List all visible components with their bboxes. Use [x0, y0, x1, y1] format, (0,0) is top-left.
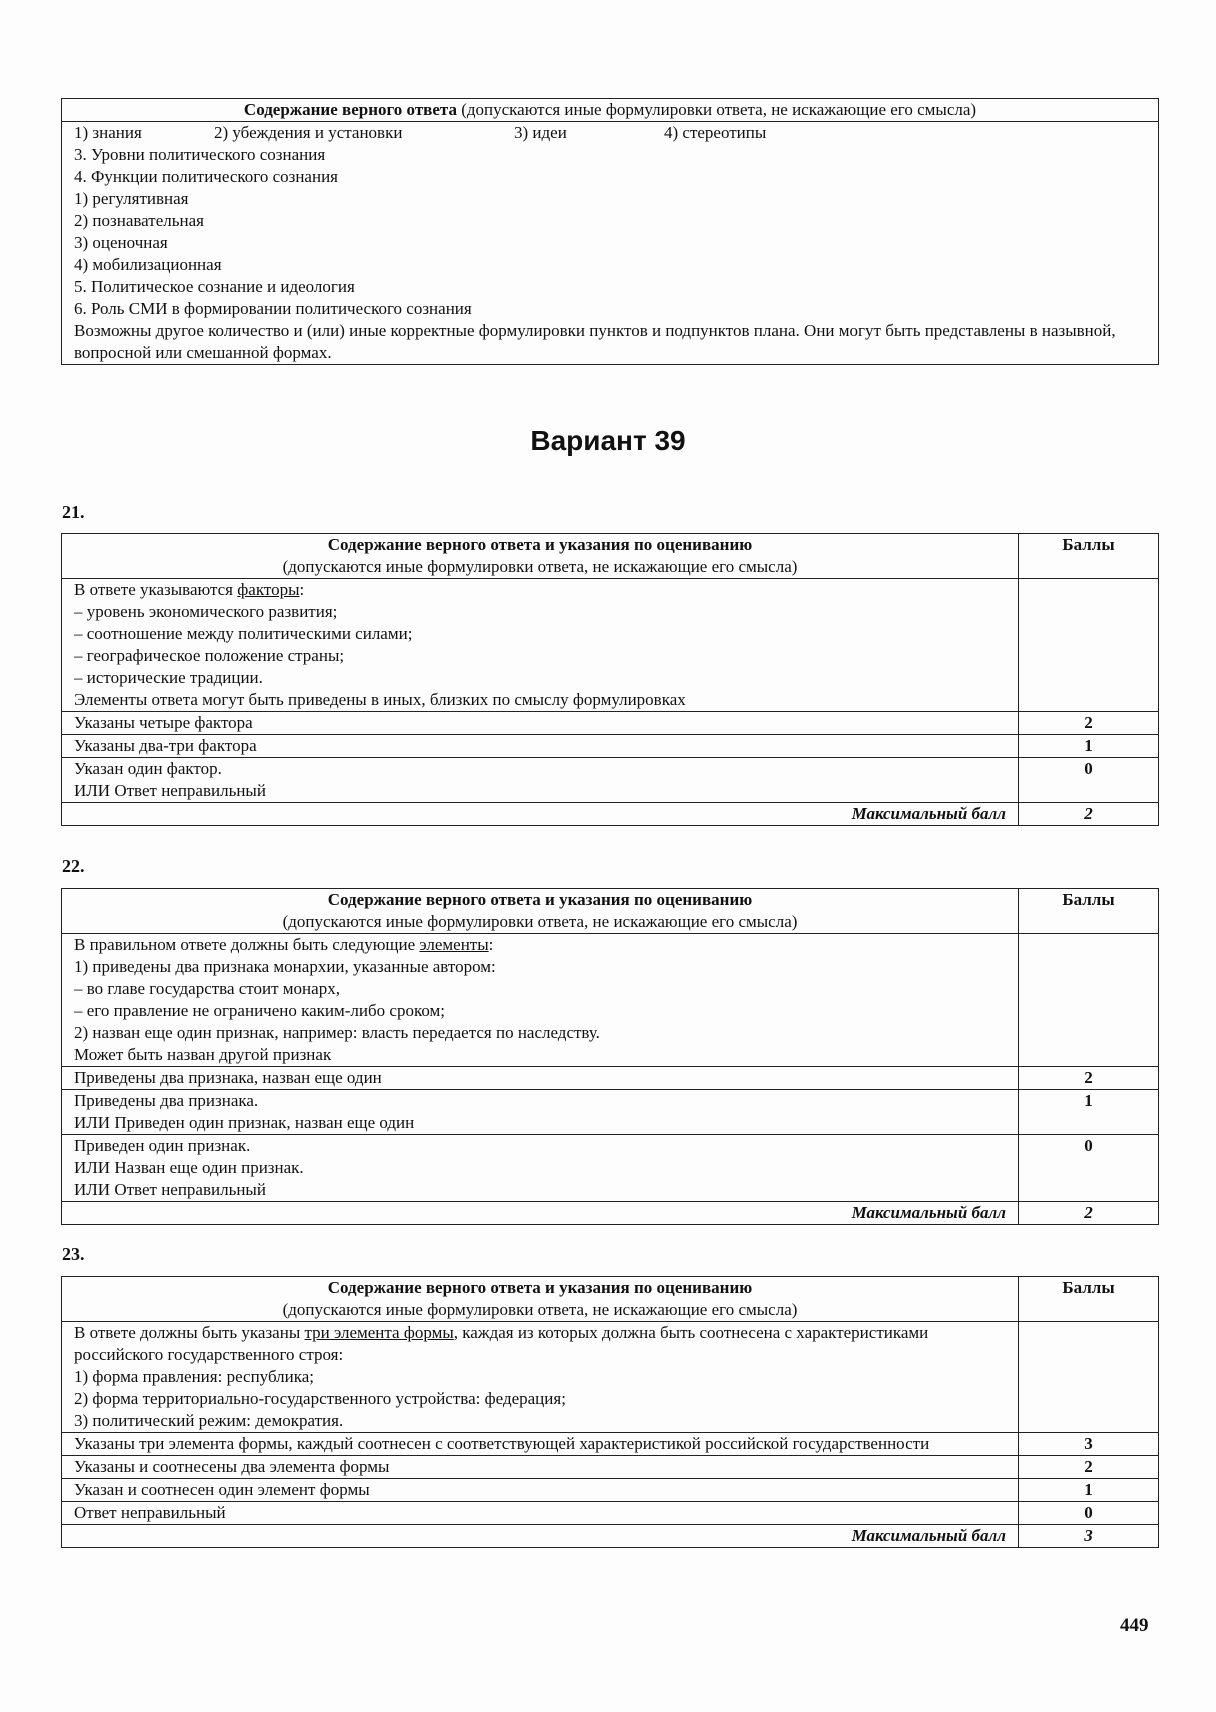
item: 4) стереотипы — [664, 123, 767, 142]
criterion-text: Приведен один признак. — [74, 1136, 251, 1155]
criterion-text: Приведены два признака, назван еще один — [74, 1068, 382, 1087]
score-value: 2 — [1084, 1068, 1093, 1087]
criterion — [62, 1067, 1019, 1090]
criterion-row — [62, 735, 1159, 758]
max-label — [62, 1525, 1019, 1548]
intro-text: : — [488, 935, 494, 954]
answer-line: 2) назван еще один признак, например: власть передается по наследству. — [74, 1023, 600, 1042]
header-subtitle: (допускаются иные формулировки ответа, не искажающие его смысла) — [282, 1300, 798, 1319]
criterion-score — [1019, 1502, 1159, 1525]
criterion — [62, 1502, 1019, 1525]
answer-content — [62, 122, 1159, 365]
intro-text: , каждая из которых должна быть соотнесена с характеристиками российского государственного строя: — [74, 1323, 929, 1364]
item: 1) знания — [74, 123, 142, 142]
criterion — [62, 1433, 1019, 1456]
criterion — [62, 1479, 1019, 1502]
header-subtitle: (допускаются иные формулировки ответа, не искажающие его смысла) — [282, 557, 798, 576]
intro-line — [74, 579, 1006, 601]
answer-content — [62, 934, 1019, 1067]
row-items — [74, 122, 1146, 144]
score-header-label: Баллы — [1062, 535, 1115, 554]
criterion-row — [62, 1135, 1159, 1202]
criterion-text: Указаны четыре фактора — [74, 713, 253, 732]
score-value: 0 — [1084, 1136, 1093, 1155]
max-score-value: 3 — [1084, 1526, 1093, 1545]
criterion-score — [1019, 1135, 1159, 1202]
criterion-text: ИЛИ Ответ неправильный — [74, 781, 266, 800]
top-answer-table — [61, 98, 1159, 365]
header-title: Содержание верного ответа и указания по оцениванию — [327, 1278, 753, 1297]
max-score-value: 2 — [1084, 1203, 1093, 1222]
intro-underlined: факторы — [237, 580, 300, 599]
criterion-score — [1019, 758, 1159, 803]
answer-line: – во главе государства стоит монарх, — [74, 979, 340, 998]
max-label-text: Максимальный балл — [851, 1526, 1006, 1545]
criterion-score — [1019, 1479, 1159, 1502]
max-label-text: Максимальный балл — [851, 804, 1006, 823]
score-value: 0 — [1084, 1503, 1093, 1522]
intro-underlined: три элемента формы — [304, 1323, 454, 1342]
max-label-text: Максимальный балл — [851, 1203, 1006, 1222]
answer-line: Элементы ответа могут быть приведены в иных, близких по смыслу формулировках — [74, 690, 686, 709]
answer-line: Может быть назван другой признак — [74, 1045, 332, 1064]
answer-line: 3. Уровни политического сознания — [74, 145, 326, 164]
criterion — [62, 712, 1019, 735]
criterion-text: Ответ неправильный — [74, 1503, 226, 1522]
answer-line: 1) регулятивная — [74, 189, 189, 208]
answer-line: – уровень экономического развития; — [74, 602, 338, 621]
intro-text: : — [299, 580, 305, 599]
header-rest: (допускаются иные формулировки ответа, не искажающие его смысла) — [456, 100, 977, 119]
question-number: 21. — [62, 502, 85, 522]
answer-line: 2) форма территориально-государственного устройства: федерация; — [74, 1389, 566, 1408]
criterion-score — [1019, 712, 1159, 735]
answer-line: – его правление не ограничено каким-либо сроком; — [74, 1001, 446, 1020]
max-score — [1019, 1202, 1159, 1225]
intro-underlined: элементы — [419, 935, 489, 954]
intro-text: В ответе указываются — [74, 580, 238, 599]
answer-line: 2) познавательная — [74, 211, 204, 230]
empty-score — [1019, 1322, 1159, 1433]
max-row — [62, 1202, 1159, 1225]
answer-line: 5. Политическое сознание и идеология — [74, 277, 355, 296]
criterion-text: ИЛИ Назван еще один признак. — [74, 1158, 304, 1177]
criterion-text: Указан и соотнесен один элемент формы — [74, 1480, 370, 1499]
criterion — [62, 1456, 1019, 1479]
empty-score — [1019, 934, 1159, 1067]
item: 3) идеи — [514, 123, 567, 142]
criterion-score — [1019, 1067, 1159, 1090]
answer-line: – исторические традиции. — [74, 668, 263, 687]
criterion-text: Приведены два признака. — [74, 1091, 259, 1110]
answer-line: 6. Роль СМИ в формировании политического сознания — [74, 299, 472, 318]
answer-line: 4. Функции политического сознания — [74, 167, 338, 186]
table-header-row — [62, 889, 1159, 934]
content-header — [62, 534, 1019, 579]
empty-score — [1019, 579, 1159, 712]
answer-line: 3) политический режим: демократия. — [74, 1411, 344, 1430]
content-header — [62, 889, 1019, 934]
intro-text: В правильном ответе должны быть следующие — [74, 935, 420, 954]
header-bold: Содержание верного ответа — [243, 100, 457, 119]
criterion-row — [62, 1433, 1159, 1456]
max-score-value: 2 — [1084, 804, 1093, 823]
answer-content — [62, 1322, 1019, 1433]
criterion — [62, 1090, 1019, 1135]
header-title: Содержание верного ответа и указания по оцениванию — [327, 890, 753, 909]
content-header — [62, 1277, 1019, 1322]
page-number: 449 — [1120, 1615, 1149, 1636]
criterion-score — [1019, 1433, 1159, 1456]
answer-line: 4) мобилизационная — [74, 255, 222, 274]
criterion-text: Указаны два-три фактора — [74, 736, 257, 755]
content-row — [62, 1322, 1159, 1433]
score-value: 3 — [1084, 1434, 1093, 1453]
criterion — [62, 758, 1019, 803]
criterion-row — [62, 1067, 1159, 1090]
table-header-row — [62, 534, 1159, 579]
score-value: 2 — [1084, 1457, 1093, 1476]
max-score — [1019, 1525, 1159, 1548]
header-title: Содержание верного ответа и указания по оцениванию — [327, 535, 753, 554]
intro-line — [74, 934, 1006, 956]
score-value: 0 — [1084, 759, 1093, 778]
score-header-label: Баллы — [1062, 1278, 1115, 1297]
intro-text: В ответе должны быть указаны — [74, 1323, 305, 1342]
score-header — [1019, 534, 1159, 579]
criterion-text: Указаны три элемента формы, каждый соотнесен с соответствующей характеристикой российской государственности — [74, 1434, 930, 1453]
criterion-text: Указан один фактор. — [74, 759, 222, 778]
criterion-row — [62, 1502, 1159, 1525]
max-label — [62, 1202, 1019, 1225]
score-value: 2 — [1084, 713, 1093, 732]
max-row — [62, 1525, 1159, 1548]
criterion-score — [1019, 1456, 1159, 1479]
score-value: 1 — [1084, 736, 1093, 755]
question-number: 23. — [62, 1244, 85, 1264]
table-header-row — [62, 1277, 1159, 1322]
answer-content — [62, 579, 1019, 712]
score-header — [1019, 1277, 1159, 1322]
answer-line: – географическое положение страны; — [74, 646, 345, 665]
table-header — [62, 99, 1159, 122]
answer-line: 1) приведены два признака монархии, указанные автором: — [74, 957, 496, 976]
q21-table — [61, 533, 1159, 826]
criterion-score — [1019, 735, 1159, 758]
max-label — [62, 803, 1019, 826]
item: 2) убеждения и установки — [214, 123, 403, 142]
score-value: 1 — [1084, 1480, 1093, 1499]
max-score — [1019, 803, 1159, 826]
criterion-text: ИЛИ Ответ неправильный — [74, 1180, 266, 1199]
criterion-score — [1019, 1090, 1159, 1135]
criterion-text: ИЛИ Приведен один признак, назван еще один — [74, 1113, 415, 1132]
answer-line: Возможны другое количество и (или) иные корректные формулировки пунктов и подпунктов плана. Они могут быть представлены в назывной, вопросной или смешанной формах. — [74, 321, 1116, 362]
answer-line: – соотношение между политическими силами; — [74, 624, 413, 643]
criterion-row — [62, 1479, 1159, 1502]
answer-line: 1) форма правления: республика; — [74, 1367, 315, 1386]
q22-table — [61, 888, 1159, 1225]
score-header-label: Баллы — [1062, 890, 1115, 909]
header-subtitle: (допускаются иные формулировки ответа, не искажающие его смысла) — [282, 912, 798, 931]
content-row — [62, 934, 1159, 1067]
criterion — [62, 1135, 1019, 1202]
criterion-row — [62, 1456, 1159, 1479]
score-value: 1 — [1084, 1091, 1093, 1110]
variant-title: Вариант 39 — [530, 425, 686, 456]
q23-table — [61, 1276, 1159, 1548]
intro-line — [74, 1322, 1006, 1366]
criterion — [62, 735, 1019, 758]
criterion-text: Указаны и соотнесены два элемента формы — [74, 1457, 390, 1476]
max-row — [62, 803, 1159, 826]
criterion-row — [62, 1090, 1159, 1135]
question-number: 22. — [62, 856, 85, 876]
criterion-row — [62, 712, 1159, 735]
answer-line: 3) оценочная — [74, 233, 168, 252]
score-header — [1019, 889, 1159, 934]
criterion-row — [62, 758, 1159, 803]
content-row — [62, 579, 1159, 712]
